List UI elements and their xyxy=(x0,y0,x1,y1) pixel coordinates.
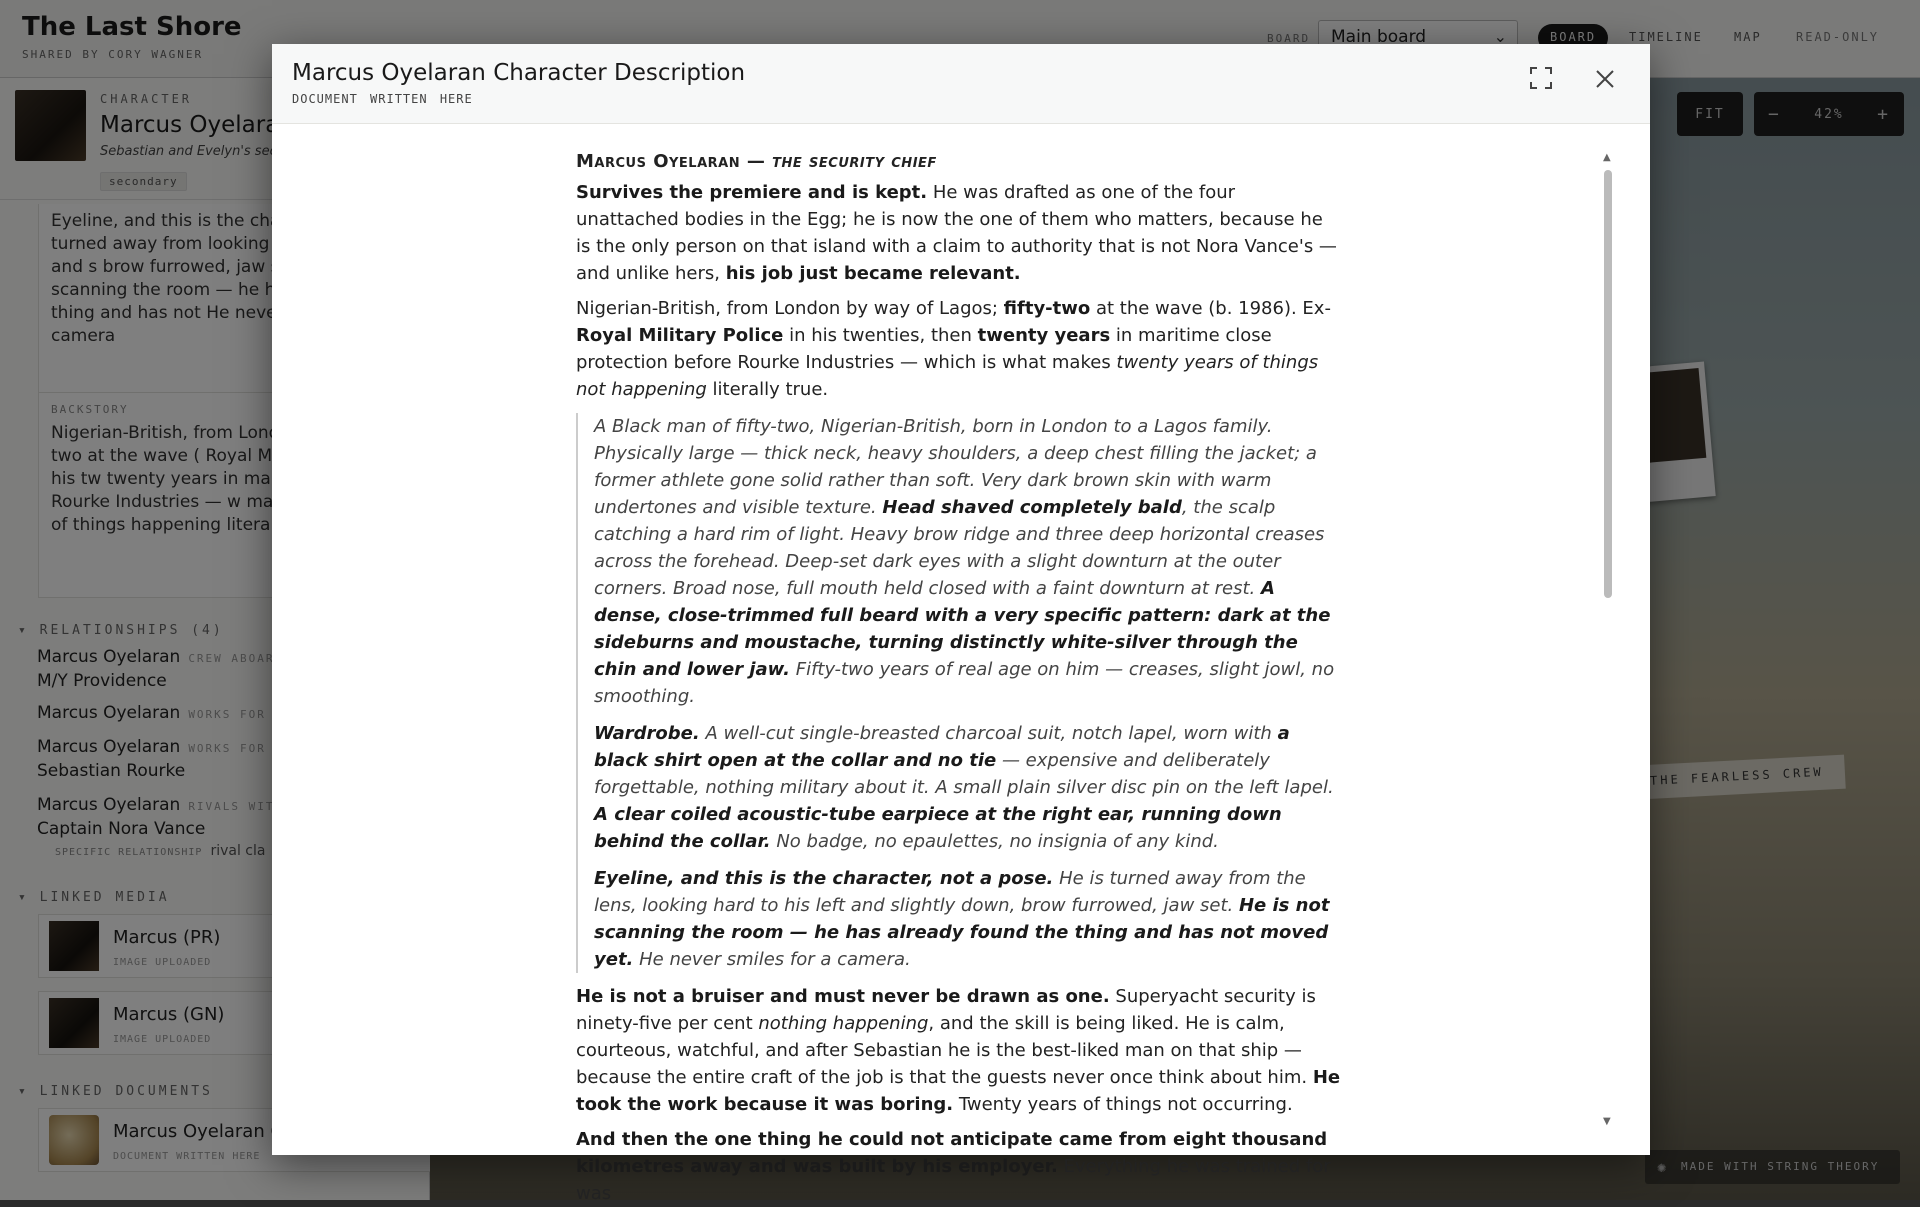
paragraph: Survives the premiere and is kept. He was drafted as one of the four unattached bodies in the Egg; he is now the one of them who matters, because he is the only person on that island with a claim to authority that is not Nora Vance's — and unlike hers, his job just became relevant. xyxy=(576,182,1337,284)
modal-subtitle: DOCUMENT WRITTEN HERE xyxy=(292,92,473,106)
scrollbar[interactable] xyxy=(1603,152,1613,1132)
paragraph: He is not a bruiser and must never be drawn as one. Superyacht security is ninety-five per cent nothing happening, and the skill is being liked. He is calm, courteous, watchful, and after Sebastian he is the best-liked man on that ship — because the entire craft of the job is that the guests never once think about him. He took the work because it was boring. Twenty years of things not occurring. xyxy=(576,986,1341,1115)
close-icon[interactable] xyxy=(1594,68,1616,90)
document-modal xyxy=(272,44,1650,1204)
scrollbar-thumb[interactable] xyxy=(1604,170,1612,598)
paragraph: And then the one thing he could not anticipate came from eight thousand kilometres away and was built by his employer. Everything he was trained for was xyxy=(576,1129,1331,1204)
expand-icon[interactable] xyxy=(1529,66,1553,90)
document-heading: Marcus Oyelaran — the security chief xyxy=(576,151,937,172)
paragraph: Eyeline, and this is the character, not a pose. He is turned away from the lens, looking hard to his left and slightly down, brow furrowed, jaw set. He is not scanning the room — he has already found the thing and has not moved yet. He never smiles for a camera. xyxy=(594,868,1330,970)
paragraph: Nigerian-British, from London by way of Lagos; fifty-two at the wave (b. 1986). Ex-Royal Military Police in his twenties, then twenty years in maritime close protection before Rourke Industries — which is what makes twenty years of things not happening literally true. xyxy=(576,298,1331,400)
scroll-up-arrow[interactable]: ▲ xyxy=(1603,152,1611,163)
paragraph: Wardrobe. A well-cut single-breasted charcoal suit, notch lapel, worn with a black shirt open at the collar and no tie — expensive and deliberately forgettable, nothing military about it. A small plain silver disc pin on the left lapel. A clear coiled acoustic-tube earpiece at the right ear, running down behind the collar. No badge, no epaulettes, no insignia of any kind. xyxy=(594,723,1334,852)
paragraph: A Black man of fifty-two, Nigerian-British, born in London to a Lagos family. Physically large — thick neck, heavy shoulders, a deep chest filling the jacket; a former athlete gone solid rather than soft. Very dark brown skin with warm undertones and visible texture. Head shaved completely bald, the scalp catching a hard rim of light. Heavy brow ridge and three deep horizontal creases across the forehead. Deep-set dark eyes with a slight downturn at the outer corners. Broad nose, full mouth held closed with a faint downturn at rest. A dense, close-trimmed full beard with a very specific pattern: dark at the sideburns and moustache, turning distinctly white-silver through the chin and lower jaw. Fifty-two years of real age on him — creases, slight jowl, no smoothing. xyxy=(594,416,1335,707)
modal-header xyxy=(272,44,1650,124)
modal-title: Marcus Oyelaran Character Description xyxy=(292,60,746,86)
description-quote xyxy=(576,413,1341,973)
scroll-down-arrow[interactable]: ▼ xyxy=(1603,1116,1611,1127)
document-body xyxy=(576,148,1341,1204)
